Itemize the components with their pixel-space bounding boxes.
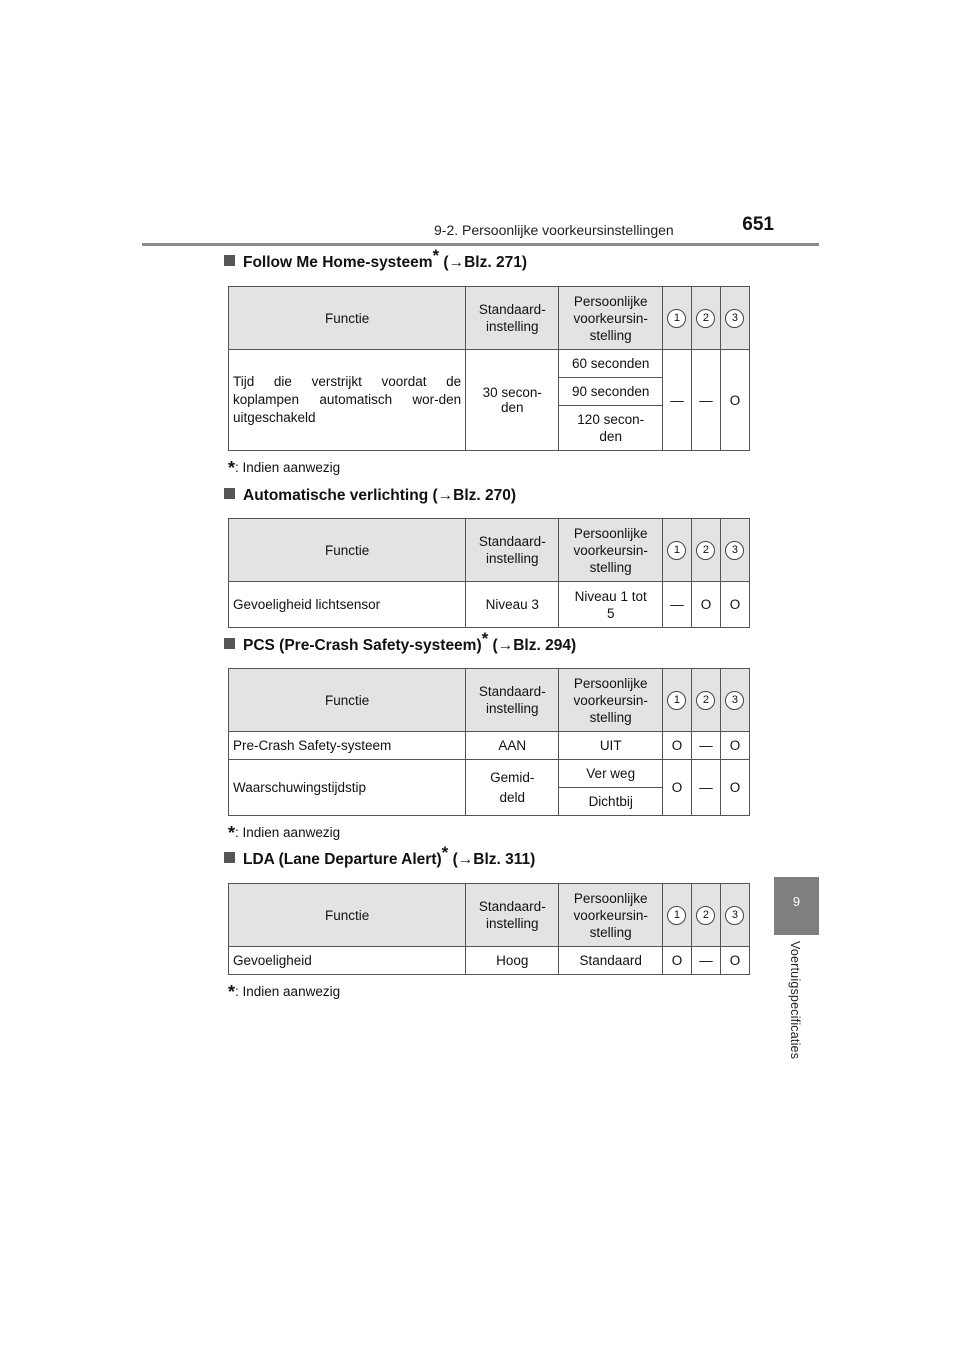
col-3 xyxy=(720,884,749,947)
cell-default: Gemid- deld xyxy=(466,760,559,816)
cell-function: Gevoeligheid xyxy=(229,947,466,975)
cell-c1: — xyxy=(662,582,691,628)
asterisk-mark: * xyxy=(432,245,440,265)
asterisk-mark: * xyxy=(228,982,236,1002)
table-header-row xyxy=(229,519,750,582)
page-ref: (→Blz. 311) xyxy=(448,851,536,868)
col-default: Standaard- instelling xyxy=(466,519,559,582)
cell-c3: O xyxy=(720,582,749,628)
footnote-text: : Indien aanwezig xyxy=(235,825,341,840)
cell-c1: O xyxy=(662,947,691,975)
cell-option: UIT xyxy=(559,732,663,760)
section-heading-follow-me-home xyxy=(224,245,527,272)
cell-default: Niveau 3 xyxy=(466,582,559,628)
circled-number-2: 2 xyxy=(696,541,715,560)
square-bullet-icon xyxy=(224,488,235,499)
cell-c2: — xyxy=(691,732,720,760)
circled-number-1: 1 xyxy=(667,906,686,925)
square-bullet-icon xyxy=(224,638,235,649)
col-1 xyxy=(662,519,691,582)
table-header-row xyxy=(229,287,750,350)
circled-number-1: 1 xyxy=(667,309,686,328)
cell-c2: O xyxy=(691,582,720,628)
page-ref: (→Blz. 271) xyxy=(439,254,527,271)
page-header xyxy=(434,214,818,238)
page-ref: (→Blz. 270) xyxy=(428,487,517,504)
cell-option: Ver weg xyxy=(559,760,663,788)
col-1 xyxy=(662,884,691,947)
chapter-tab-label xyxy=(774,935,819,1095)
section-heading-text: LDA (Lane Departure Alert) xyxy=(243,851,442,868)
cell-function: Tijd die verstrijkt voordat de koplampen automatisch wor-den uitgeschakeld xyxy=(229,350,466,451)
cell-default: Hoog xyxy=(466,947,559,975)
cell-function: Gevoeligheid lichtsensor xyxy=(229,582,466,628)
circled-number-3: 3 xyxy=(725,691,744,710)
settings-table-lda xyxy=(228,883,750,975)
square-bullet-icon xyxy=(224,255,235,266)
cell-c3: O xyxy=(720,732,749,760)
settings-table-follow-me-home xyxy=(228,286,750,451)
col-2 xyxy=(691,669,720,732)
cell-option: Standaard xyxy=(559,947,663,975)
header-rule xyxy=(142,243,819,246)
cell-c2: — xyxy=(691,350,720,451)
col-3 xyxy=(720,519,749,582)
table-header-row xyxy=(229,884,750,947)
circled-number-2: 2 xyxy=(696,691,715,710)
settings-table-pcs xyxy=(228,668,750,816)
circled-number-3: 3 xyxy=(725,309,744,328)
col-3 xyxy=(720,287,749,350)
asterisk-mark: * xyxy=(228,823,236,843)
col-2 xyxy=(691,884,720,947)
col-function: Functie xyxy=(229,884,466,947)
chapter-label: Voertuigspecificaties xyxy=(788,941,802,1060)
asterisk-mark: * xyxy=(441,842,449,862)
col-function: Functie xyxy=(229,287,466,350)
circled-number-1: 1 xyxy=(667,691,686,710)
asterisk-mark: * xyxy=(228,458,236,478)
cell-function: Waarschuwingstijdstip xyxy=(229,760,466,816)
footnote-text: : Indien aanwezig xyxy=(235,460,341,475)
section-title: 9-2. Persoonlijke voorkeursinstellingen xyxy=(434,222,674,238)
asterisk-mark: * xyxy=(481,628,489,648)
cell-option: 90 seconden xyxy=(559,378,663,406)
cell-c3: O xyxy=(720,760,749,816)
cell-c2: — xyxy=(691,947,720,975)
circled-number-3: 3 xyxy=(725,906,744,925)
circled-number-3: 3 xyxy=(725,541,744,560)
page-ref: (→Blz. 294) xyxy=(488,637,577,654)
cell-c2: — xyxy=(691,760,720,816)
circled-number-2: 2 xyxy=(696,906,715,925)
footnote xyxy=(228,823,340,844)
cell-default: 30 secon- den xyxy=(466,350,559,451)
chapter-tab: 9 xyxy=(774,877,819,935)
col-1 xyxy=(662,287,691,350)
section-heading-lda xyxy=(224,842,536,869)
cell-default: AAN xyxy=(466,732,559,760)
cell-c3: O xyxy=(720,350,749,451)
table-row xyxy=(229,732,750,760)
cell-option: Niveau 1 tot 5 xyxy=(559,582,663,628)
section-heading-text: PCS (Pre-Crash Safety-systeem) xyxy=(243,637,482,654)
table-row xyxy=(229,350,750,378)
footnote-text: : Indien aanwezig xyxy=(235,984,341,999)
col-2 xyxy=(691,287,720,350)
section-heading-text: Follow Me Home-systeem xyxy=(243,254,433,271)
cell-option: Dichtbij xyxy=(559,788,663,816)
col-personal: Persoonlijke voorkeursin- stelling xyxy=(559,669,663,732)
col-3 xyxy=(720,669,749,732)
table-row xyxy=(229,760,750,788)
cell-c1: O xyxy=(662,760,691,816)
cell-function: Pre-Crash Safety-systeem xyxy=(229,732,466,760)
section-heading-text: Automatische verlichting xyxy=(243,487,429,504)
table-header-row xyxy=(229,669,750,732)
cell-option: 60 seconden xyxy=(559,350,663,378)
table-row xyxy=(229,947,750,975)
settings-table-automatische-verlichting xyxy=(228,518,750,628)
circled-number-2: 2 xyxy=(696,309,715,328)
cell-c1: — xyxy=(662,350,691,451)
square-bullet-icon xyxy=(224,852,235,863)
table-row xyxy=(229,582,750,628)
cell-c1: O xyxy=(662,732,691,760)
footnote xyxy=(228,982,340,1003)
col-personal: Persoonlijke voorkeursin- stelling xyxy=(559,519,663,582)
footnote xyxy=(228,458,340,479)
page-number: 651 xyxy=(742,214,774,235)
section-heading-pcs xyxy=(224,628,577,655)
col-default: Standaard- instelling xyxy=(466,669,559,732)
cell-c3: O xyxy=(720,947,749,975)
circled-number-1: 1 xyxy=(667,541,686,560)
section-heading-automatische-verlichting xyxy=(224,487,516,505)
col-function: Functie xyxy=(229,519,466,582)
col-1 xyxy=(662,669,691,732)
col-personal: Persoonlijke voorkeursin- stelling xyxy=(559,287,663,350)
cell-option: 120 secon- den xyxy=(559,406,663,451)
col-2 xyxy=(691,519,720,582)
col-function: Functie xyxy=(229,669,466,732)
col-default: Standaard- instelling xyxy=(466,884,559,947)
col-personal: Persoonlijke voorkeursin- stelling xyxy=(559,884,663,947)
col-default: Standaard- instelling xyxy=(466,287,559,350)
